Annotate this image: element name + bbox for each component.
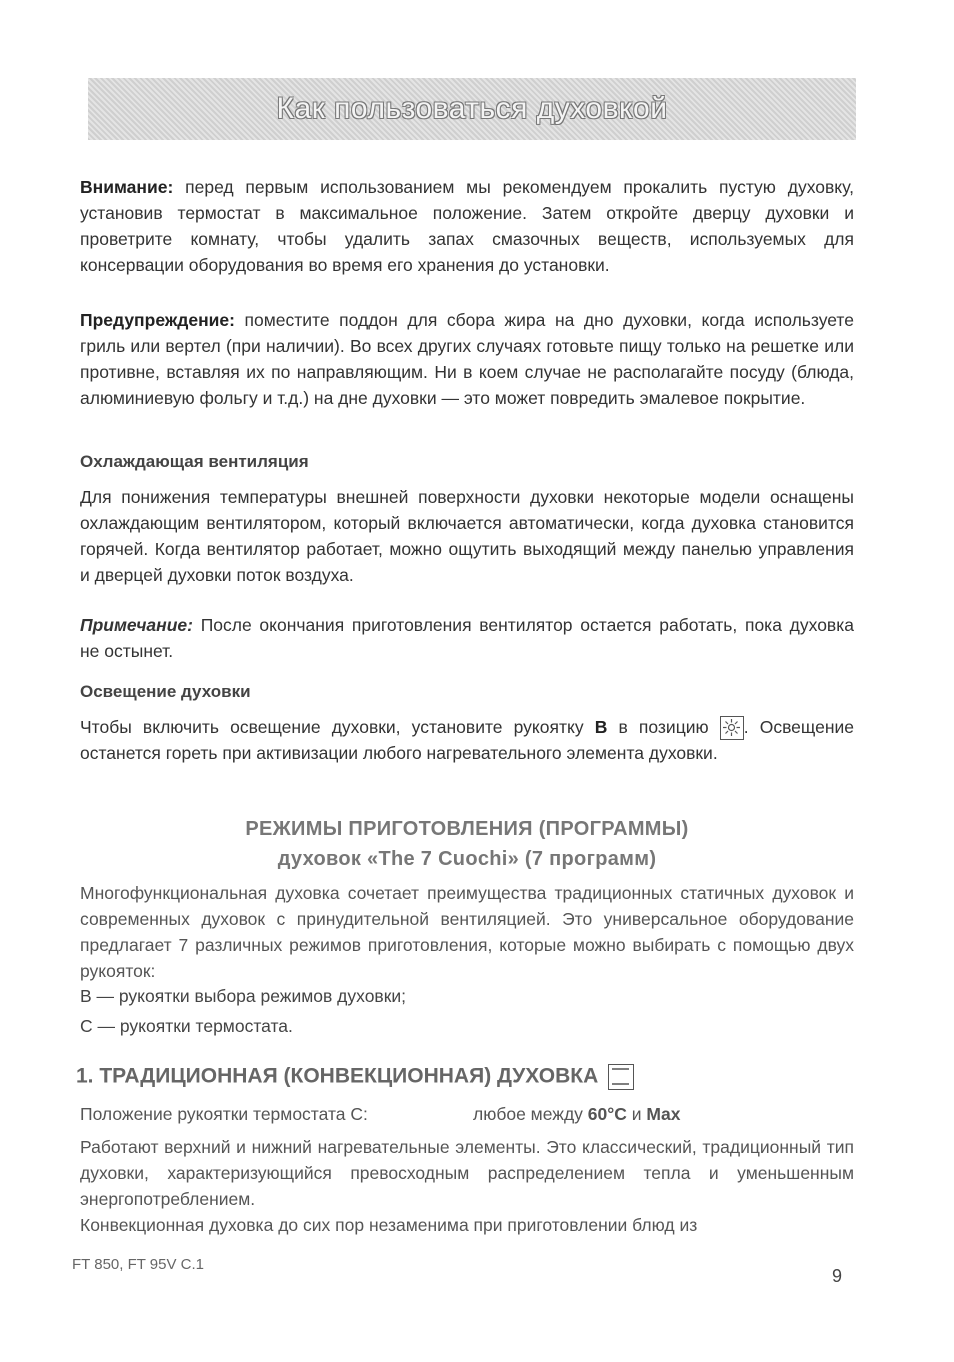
thermostat-label: Положение рукоятки термостата С: (80, 1104, 368, 1124)
lighting-paragraph (80, 714, 854, 766)
page-header-banner (88, 78, 856, 140)
thermostat-min-temp: 60°С (587, 1104, 627, 1124)
thermostat-value-mid: и (626, 1104, 647, 1124)
lighting-text-before: Чтобы включить освещение духовки, установите рукоятку (80, 717, 595, 737)
lighting-text-mid: в позицию (607, 717, 720, 737)
caution-text: поместите поддон для сбора жира на дно духовки, когда используете гриль или вертел (при наличии). Во всех других случаях готовьте пищу только на решетке или противне, вставляя их по направляющим. Ни в коем случае не располагайте посуду (блюда, алюминиевую фольгу и т.д.) на дне духовки — это может повредить эмалевое покрытие. (80, 310, 854, 408)
footer-model: FT 850, FT 95V C.1 (72, 1256, 205, 1273)
modes-intro: Многофункциональная духовка сочетает преимущества традиционных статичных духовок и современных духовок с принудительной вентиляцией. Это универсальное оборудование предлагает 7 различных режимов приготовления, которые можно выбирать с помощью двух рукояток: (80, 883, 854, 981)
knob-c-description: C — рукоятки термостата. (80, 1016, 293, 1036)
oven-light-icon (720, 716, 744, 740)
warning-label: Внимание: (80, 177, 174, 197)
note-label: Примечание: (80, 615, 193, 635)
lighting-heading: Освещение духовки (80, 682, 251, 701)
cooling-heading: Охлаждающая вентиляция (80, 452, 309, 471)
thermostat-value-prefix: любое между (473, 1104, 588, 1124)
thermostat-value (473, 1104, 680, 1125)
cooling-note (80, 612, 854, 664)
knob-letter: B (594, 717, 608, 737)
cooling-paragraph: Для понижения температуры внешней поверхности духовки некоторые модели оснащены охлаждающим вентилятором, который включается автоматически, когда духовка становится горячей. Когда вентилятор работает, можно ощутить выходящий между панелью управления и дверцей духовки поток воздуха. (80, 487, 854, 585)
note-text: После окончания приготовления вентилятор остается работать, пока духовка не остынет. (80, 615, 854, 661)
caution-label: Предупреждение: (80, 310, 235, 330)
thermostat-max: Max (646, 1104, 681, 1124)
page-title: Как пользоваться духовкой (276, 92, 668, 125)
modes-title-line2: духовок «The 7 Cuochi» (7 программ) (277, 848, 657, 870)
warning-paragraph (80, 174, 854, 278)
knob-b-description: B — рукоятки выбора режимов духовки; (80, 986, 407, 1006)
lighting-text-after: . Освещение останется гореть при активизации любого нагревательного элемента духовки. (80, 717, 855, 764)
modes-title-line1: РЕЖИМЫ ПРИГОТОВЛЕНИЯ (ПРОГРАММЫ) (245, 818, 689, 840)
warning-text: перед первым использованием мы рекомендуем прокалить пустую духовку, установив термостат в максимальное положение. Затем откройте дверцу духовки и проветрите комнату, чтобы удалить запах смазочных веществ, используемых для консервации оборудования во время его хранения до установки. (80, 177, 854, 275)
section-1-title (76, 1064, 634, 1090)
section-1-title-text: 1. ТРАДИЦИОННАЯ (КОНВЕКЦИОННАЯ) ДУХОВКА (76, 1064, 599, 1088)
section-1-paragraph-1: Работают верхний и нижний нагревательные элементы. Это классический, традиционный тип духовки, характеризующийся превосходным распределением тепла и уменьшенным энергопотреблением. (80, 1137, 854, 1209)
caution-paragraph (80, 307, 854, 411)
section-1-paragraph-2: Конвекционная духовка до сих пор незаменима при приготовлении блюд из (80, 1215, 698, 1235)
conventional-oven-icon (608, 1064, 634, 1090)
page-number: 9 (832, 1266, 843, 1286)
